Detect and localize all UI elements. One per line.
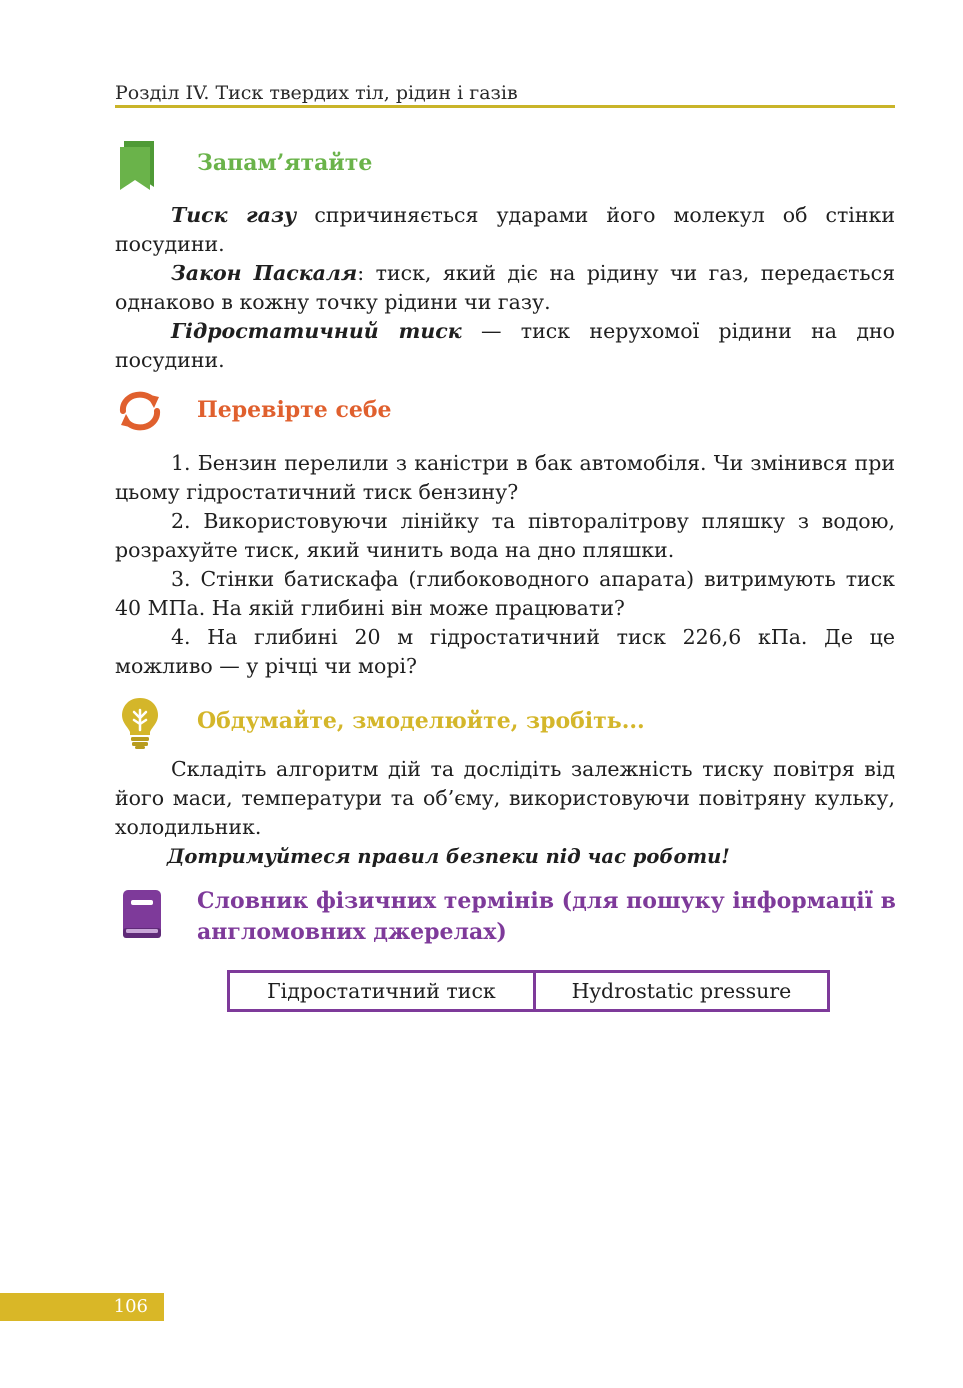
remember-paragraph	[115, 317, 895, 375]
question: 3. Стінки батискафа (глибоководного апарата) витримують тиск 40 МПа. На якій глибині він може працювати?	[115, 567, 895, 620]
remember-paragraph	[115, 201, 895, 259]
think-text: Складіть алгоритм дій та дослідіть залежність тиску повітря від його маси, температури та об’єму, використовуючи повітряну кульку, холодильник.	[115, 757, 895, 839]
definition: — тиск нерухомої рідини на дно посудини.	[115, 319, 895, 372]
dictionary-title: Словник фізичних термінів (для пошуку інформації в англомовних джерелах)	[197, 888, 896, 945]
chapter-header: Розділ IV. Тиск твердих тіл, рідин і газів	[115, 82, 518, 104]
book-icon	[121, 888, 163, 940]
bookmark-icon	[115, 139, 159, 191]
definition: : тиск, який діє на рідину чи газ, передається однаково в кожну точку рідини чи газу.	[115, 261, 896, 314]
question: 2. Використовуючи лінійку та півторалітрову пляшку з водою, розрахуйте тиск, який чинить вода на дно пляшки.	[115, 509, 895, 562]
term-en: Hydrostatic pressure	[534, 972, 828, 1011]
remember-title: Запам’ятайте	[197, 150, 373, 176]
definition: спричиняється ударами його молекул об стінки посудини.	[115, 203, 895, 256]
dictionary-table	[227, 970, 830, 1012]
term-ua: Гідростатичний тиск	[229, 972, 535, 1011]
check-questions	[115, 449, 895, 681]
think-body	[115, 755, 895, 871]
term: Тиск газу	[171, 203, 297, 227]
remember-body	[115, 201, 895, 375]
table-row	[229, 972, 829, 1011]
term: Закон Паскаля	[171, 261, 358, 285]
refresh-cycle-icon	[115, 387, 165, 435]
remember-paragraph	[115, 259, 895, 317]
question: 1. Бензин перелили з каністри в бак автомобіля. Чи змінився при цьому гідростатичний тиск бензину?	[115, 451, 895, 504]
question: 4. На глибині 20 м гідростатичний тиск 226,6 кПа. Де це можливо — у річці чи морі?	[115, 625, 895, 678]
think-title: Обдумайте, змоделюйте, зробіть...	[197, 708, 645, 734]
header-rule	[115, 105, 895, 108]
check-title: Перевірте себе	[197, 397, 392, 423]
lightbulb-icon	[118, 696, 162, 750]
page-number: 106	[0, 1293, 164, 1321]
term: Гідростатичний тиск	[171, 319, 462, 343]
safety-note: Дотримуйтеся правил безпеки під час роботи!	[167, 845, 730, 868]
